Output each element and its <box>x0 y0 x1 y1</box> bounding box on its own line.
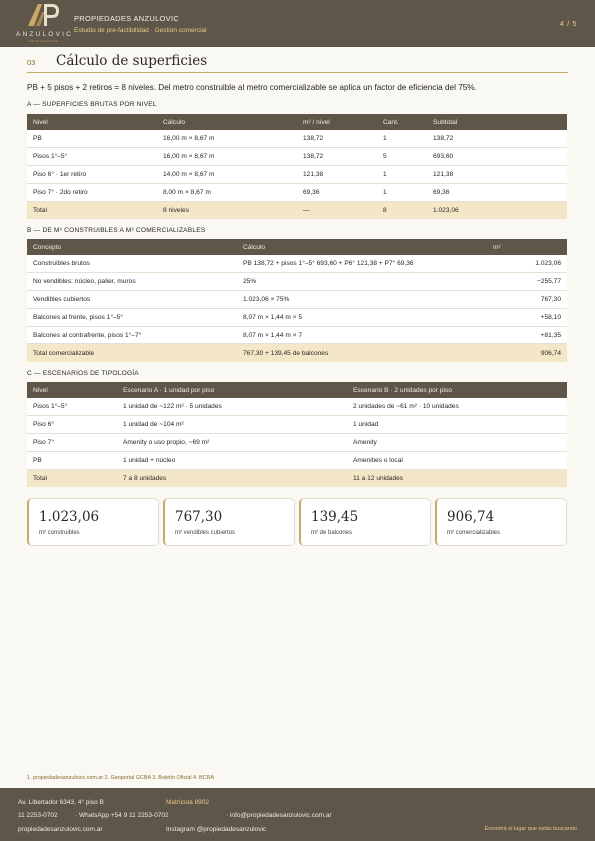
card-value: 906,74 <box>447 509 495 525</box>
column-header: Subtotal <box>427 114 567 130</box>
cell: 1 <box>377 166 427 184</box>
cell: Piso 7° · 2do retiro <box>27 183 157 201</box>
cell: 1 <box>377 130 427 148</box>
cell: Amenity o uso propio, ~69 m² <box>117 434 347 452</box>
table-row <box>27 130 567 148</box>
cell: 906,74 <box>487 344 567 362</box>
cell: Piso 7° <box>27 434 117 452</box>
footer-email[interactable]: · info@propiedadesanzulovic.com.ar <box>226 812 332 819</box>
cell: 2 unidades de ~61 m² · 10 unidades <box>347 398 567 416</box>
column-header: Concepto <box>27 239 237 255</box>
cell: −255,77 <box>487 273 567 291</box>
table-row <box>27 398 567 416</box>
cell: Construibles brutos <box>27 255 237 273</box>
footer-whatsapp[interactable]: · WhatsApp +54 9 11 2253-0702 <box>75 812 169 819</box>
cell: Balcones al contrafrente, pisos 1°–7° <box>27 326 237 344</box>
cell: Total <box>27 201 157 219</box>
summary-card <box>299 498 431 546</box>
table-row <box>27 255 567 273</box>
column-header: Escenario B · 2 unidades por piso <box>347 382 567 398</box>
cell: 7 a 8 unidades <box>117 469 347 487</box>
card-value: 139,45 <box>311 509 359 525</box>
footer-matricula: Matrícula 8902 <box>166 799 209 806</box>
cell: 767,30 <box>487 291 567 309</box>
cell: 1.023,06 <box>487 255 567 273</box>
cell: +58,10 <box>487 308 567 326</box>
table-row <box>27 291 567 309</box>
cell: Piso 6° <box>27 416 117 434</box>
source-number: 4. <box>193 775 198 781</box>
column-header: Cálculo <box>157 114 297 130</box>
table-typology-scenarios <box>27 382 567 487</box>
summary-card <box>27 498 159 546</box>
logo-subtitle: PROPIEDADES <box>29 40 59 43</box>
cell: 8,00 m × 8,67 m <box>157 183 297 201</box>
card-label: m² construibles <box>39 530 80 536</box>
cell: 1 unidad + núcleo <box>117 451 347 469</box>
summary-card <box>435 498 567 546</box>
table-row <box>27 326 567 344</box>
cell: 8,07 m × 1,44 m × 5 <box>237 308 487 326</box>
cell: 1 unidad <box>347 416 567 434</box>
brand-name: PROPIEDADES ANZULOVIC <box>74 14 180 23</box>
section-title-bar <box>27 53 568 73</box>
cell: 1.023,06 <box>427 201 567 219</box>
cell: 138,72 <box>297 130 377 148</box>
table-gross-areas <box>27 114 567 219</box>
cell: 1.023,06 × 75% <box>237 291 487 309</box>
cell: Total comercializable <box>27 344 237 362</box>
cell: Amenity <box>347 434 567 452</box>
cell: 8 <box>377 201 427 219</box>
column-header: Cálculo <box>237 239 487 255</box>
source-link[interactable]: BCRA <box>199 775 215 781</box>
footer-instagram[interactable]: Instagram @propiedadesanzulovic <box>166 826 267 833</box>
cell: — <box>297 201 377 219</box>
cell: 767,30 + 139,45 de balcones <box>237 344 487 362</box>
table-row <box>27 183 567 201</box>
table-saleable-areas <box>27 239 567 362</box>
column-header: Nivel <box>27 382 117 398</box>
source-link[interactable]: Geoportal GCBA <box>110 775 151 781</box>
column-header: Escenario A · 1 unidad por piso <box>117 382 347 398</box>
card-label: m² vendibles cubiertos <box>175 530 236 536</box>
source-number: 3. <box>152 775 157 781</box>
logo-ap-icon <box>26 2 60 28</box>
table-row <box>27 451 567 469</box>
card-label: m² comercializables <box>447 530 501 536</box>
column-header: m² / nivel <box>297 114 377 130</box>
cell: 138,72 <box>427 130 567 148</box>
cell: 5 <box>377 148 427 166</box>
cell: 14,00 m × 8,67 m <box>157 166 297 184</box>
section-number: 03 <box>27 58 36 67</box>
table-header-row <box>27 114 567 130</box>
cell: 8,07 m × 1,44 m × 7 <box>237 326 487 344</box>
cell: 25% <box>237 273 487 291</box>
column-header: m² <box>487 239 567 255</box>
table-header-row <box>27 239 567 255</box>
sources-footnote <box>27 775 214 781</box>
card-value: 767,30 <box>175 509 223 525</box>
summary-cards <box>27 498 568 546</box>
cell: 1 unidad de ~122 m² · 5 unidades <box>117 398 347 416</box>
cell: 121,38 <box>427 166 567 184</box>
table-row <box>27 166 567 184</box>
cell: No vendibles: núcleo, palier, muros <box>27 273 237 291</box>
table-a-heading: A — SUPERFICIES BRUTAS POR NIVEL <box>27 101 157 108</box>
table-b-heading: B — DE M² CONSTRUIBLES A M² COMERCIALIZABLES <box>27 227 206 234</box>
source-number: 2. <box>104 775 110 781</box>
footer-tagline: Encontrá el lugar que estás buscando <box>484 826 577 832</box>
cell: Pisos 1°–5° <box>27 148 157 166</box>
cell: PB <box>27 451 117 469</box>
page-footer <box>0 788 595 841</box>
table-row <box>27 434 567 452</box>
logo-wordmark: ANZULOVIC <box>16 31 74 38</box>
table-row <box>27 273 567 291</box>
cell: 1 <box>377 183 427 201</box>
table-total-row <box>27 201 567 219</box>
cell: 121,38 <box>297 166 377 184</box>
cell: Piso 6° · 1er retiro <box>27 166 157 184</box>
column-header: Cant. <box>377 114 427 130</box>
footer-phone[interactable]: 11 2253-0702 <box>18 812 58 819</box>
table-row <box>27 148 567 166</box>
card-label: m² de balcones <box>311 530 353 536</box>
cell: Vendibles cubiertos <box>27 291 237 309</box>
card-value: 1.023,06 <box>39 509 100 525</box>
table-total-row <box>27 344 567 362</box>
cell: 1 unidad de ~104 m² <box>117 416 347 434</box>
cell: PB 138,72 + pisos 1°–5° 693,60 + P6° 121,38 + P7° 69,36 <box>237 255 487 273</box>
page-number: 4 / 5 <box>559 19 577 28</box>
cell: Total <box>27 469 117 487</box>
footer-website[interactable]: propiedadesanzulovic.com.ar <box>18 826 103 833</box>
page-header <box>0 0 595 47</box>
cell: Balcones al frente, pisos 1°–5° <box>27 308 237 326</box>
column-header: Nivel <box>27 114 157 130</box>
source-link[interactable]: Boletín Oficial <box>158 775 192 781</box>
cell: 8 niveles <box>157 201 297 219</box>
cell: Pisos 1°–5° <box>27 398 117 416</box>
section-title: Cálculo de superficies <box>56 53 208 69</box>
table-row <box>27 416 567 434</box>
source-link[interactable]: propiedadesanzulovic.com.ar <box>33 775 104 781</box>
table-row <box>27 308 567 326</box>
cell: 16,00 m × 8,67 m <box>157 148 297 166</box>
cell: 16,00 m × 8,67 m <box>157 130 297 148</box>
intro-text: PB + 5 pisos + 2 retiros = 8 niveles. Del metro construible al metro comercializable se aplica un factor de eficiencia del 75%. <box>27 83 477 92</box>
cell: Amenities o local <box>347 451 567 469</box>
brand-subtitle: Estudio de pre-factibilidad · Gestión comercial <box>74 27 207 34</box>
footer-address: Av. Libertador 6343, 4° piso B <box>18 799 104 806</box>
summary-card <box>163 498 295 546</box>
cell: PB <box>27 130 157 148</box>
table-c-heading: C — ESCENARIOS DE TIPOLOGÍA <box>27 370 139 377</box>
cell: 138,72 <box>297 148 377 166</box>
cell: 11 a 12 unidades <box>347 469 567 487</box>
cell: 69,36 <box>427 183 567 201</box>
source-number: 1. <box>27 775 32 781</box>
table-total-row <box>27 469 567 487</box>
cell: +81,35 <box>487 326 567 344</box>
table-header-row <box>27 382 567 398</box>
cell: 69,36 <box>297 183 377 201</box>
cell: 693,60 <box>427 148 567 166</box>
